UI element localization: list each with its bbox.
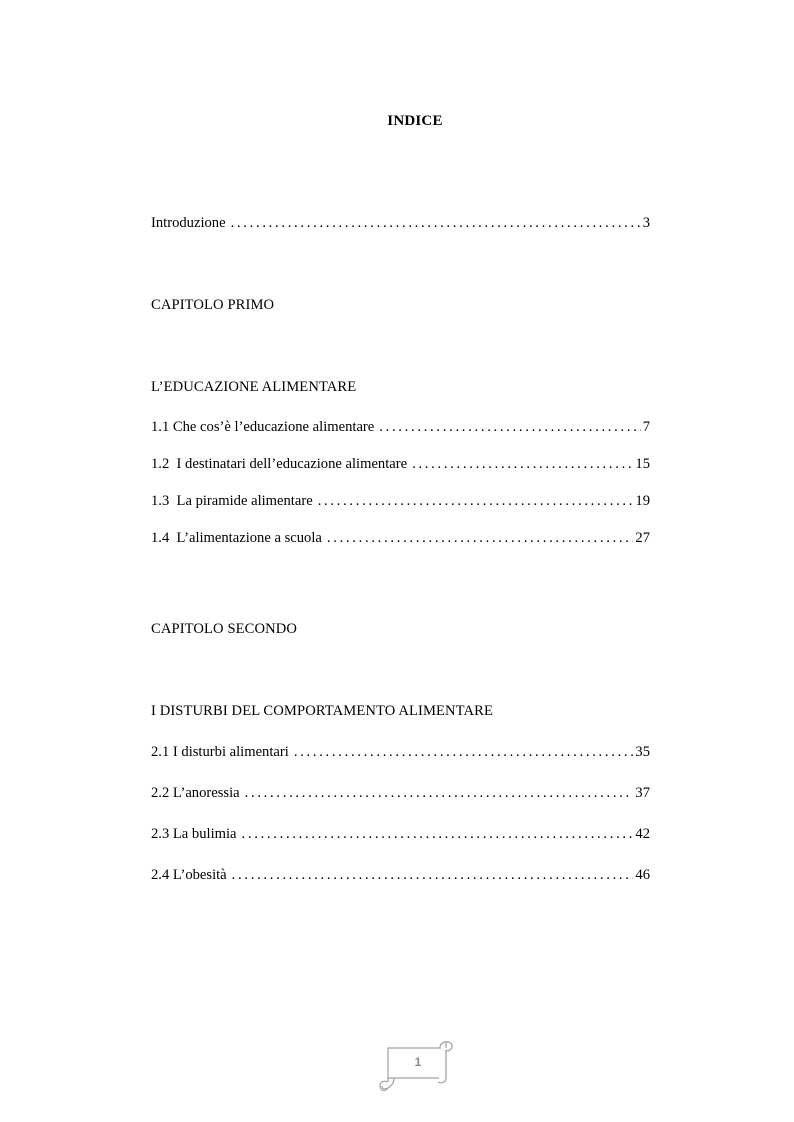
chapter-subheading-1: L’EDUCAZIONE ALIMENTARE: [151, 379, 357, 395]
chapter-heading-1: CAPITOLO PRIMO: [151, 297, 275, 313]
toc-entry-label: 2.3 La bulimia: [151, 826, 237, 842]
toc-entry-page: 46: [635, 867, 650, 883]
toc-entry-page: 35: [635, 744, 650, 760]
toc-entry-2-3[interactable]: [151, 824, 650, 844]
chapter-subheading-2: I DISTURBI DEL COMPORTAMENTO ALIMENTARE: [151, 703, 494, 719]
toc-entry-label: 1.3 La piramide alimentare: [151, 493, 313, 509]
toc-entry-1-2[interactable]: [151, 454, 650, 474]
dot-leader: [294, 742, 634, 762]
dot-leader: [412, 454, 633, 474]
toc-entry-1-3[interactable]: [151, 491, 650, 511]
toc-entry-1-1[interactable]: [151, 417, 650, 437]
toc-entry-1-4[interactable]: [151, 528, 650, 548]
dot-leader: [245, 783, 634, 803]
toc-entry-label: Introduzione: [151, 215, 226, 231]
toc-entry-2-2[interactable]: [151, 783, 650, 803]
page-title: INDICE: [387, 113, 443, 129]
toc-entry-label: 1.2 I destinatari dell’educazione alimentare: [151, 456, 408, 472]
toc-entry-2-4[interactable]: [151, 865, 650, 885]
dot-leader: [242, 824, 634, 844]
toc-entry-label: 2.1 I disturbi alimentari: [151, 744, 289, 760]
toc-entry-page: 37: [635, 785, 650, 801]
chapter-heading-2: CAPITOLO SECONDO: [151, 621, 298, 637]
toc-entry-page: 27: [635, 530, 650, 546]
dot-leader: [379, 417, 640, 437]
dot-leader: [318, 491, 634, 511]
toc-entry-page: 42: [635, 826, 650, 842]
page-number: 1: [414, 1055, 422, 1069]
dot-leader: [232, 865, 634, 885]
toc-entry-page: 7: [642, 419, 650, 435]
toc-entry-label: 2.2 L’anoressia: [151, 785, 240, 801]
toc-entry-page: 3: [642, 215, 650, 231]
toc-entry-introduzione[interactable]: [151, 213, 650, 233]
dot-leader: [327, 528, 634, 548]
toc-entry-label: 1.4 L’alimentazione a scuola: [151, 530, 322, 546]
toc-entry-label: 2.4 L’obesità: [151, 867, 227, 883]
toc-entry-label: 1.1 Che cos’è l’educazione alimentare: [151, 419, 375, 435]
toc-entry-2-1[interactable]: [151, 742, 650, 762]
toc-entry-page: 15: [635, 456, 650, 472]
toc-entry-page: 19: [635, 493, 650, 509]
dot-leader: [231, 213, 641, 233]
